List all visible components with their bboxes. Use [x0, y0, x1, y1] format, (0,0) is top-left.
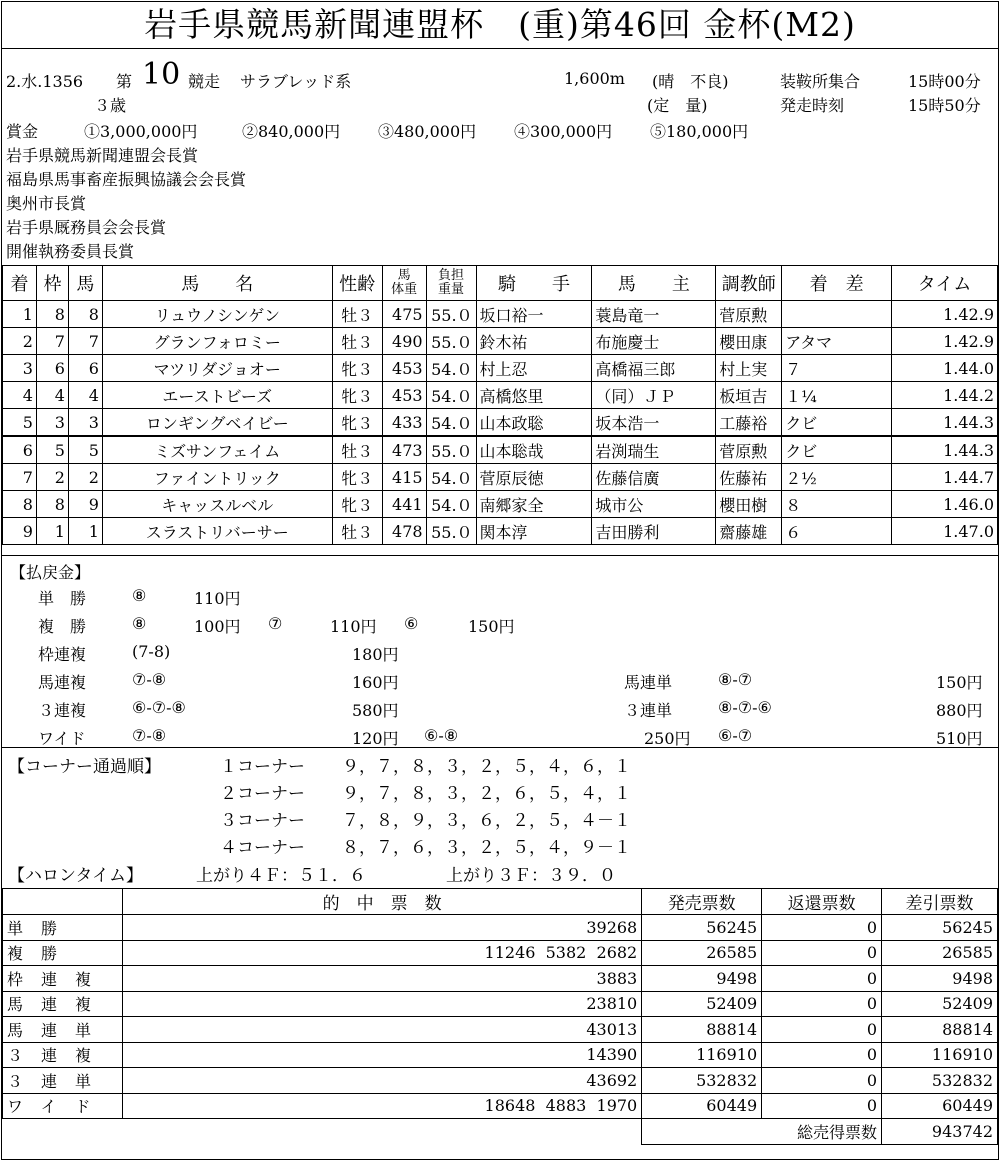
- votes-hit: 18648 4883 1970: [122, 1093, 641, 1119]
- votes-label: 複勝: [3, 940, 123, 966]
- corner-4-label: ４コーナー: [220, 838, 305, 858]
- corner-1-label: １コーナー: [220, 757, 305, 777]
- result-waku: 6: [36, 355, 68, 382]
- result-pos: 1: [3, 301, 37, 328]
- result-load: 54.０: [426, 382, 476, 409]
- result-pos: 4: [3, 382, 37, 409]
- result-time: 1.44.7: [892, 464, 998, 491]
- result-sex: 牝３: [332, 382, 382, 409]
- award-5: 開催執務委員長賞: [6, 242, 135, 261]
- result-pos: 8: [3, 491, 37, 518]
- votes-sold: 532832: [642, 1068, 762, 1094]
- header-uma: 馬: [68, 266, 102, 301]
- votes-total-row: [3, 1119, 998, 1145]
- votes-refund: 0: [762, 915, 882, 941]
- total-label: 総売得票数: [642, 1119, 882, 1145]
- result-jockey: 南郷家全: [476, 491, 592, 518]
- result-sex: 牡３: [332, 436, 382, 464]
- race-date: 2.水.1356: [6, 72, 84, 91]
- votes-label: ワイド: [3, 1093, 123, 1119]
- result-name: ミズサンフェイム: [102, 436, 332, 464]
- votes-net: 52409: [882, 991, 998, 1017]
- result-uma: 8: [68, 301, 102, 328]
- wide-label: ワイド: [38, 729, 86, 748]
- result-trainer: 櫻田康: [716, 328, 782, 355]
- fukusho-combo-1: ⑧: [132, 614, 147, 633]
- prize-1: ①3,000,000円: [84, 122, 198, 141]
- result-uma: 9: [68, 491, 102, 518]
- result-row: [3, 436, 998, 464]
- payout-section: [2, 555, 998, 748]
- result-name: スラストリバーサー: [102, 518, 332, 545]
- result-owner: 岩渕瑞生: [592, 436, 716, 464]
- votes-label: ３連複: [3, 1042, 123, 1068]
- result-margin: ８: [782, 491, 892, 518]
- corner-3-label: ３コーナー: [220, 811, 305, 831]
- result-sex: 牡３: [332, 301, 382, 328]
- result-weight: 453: [382, 355, 426, 382]
- sanrentan-label: ３連単: [624, 701, 673, 720]
- results-table: [2, 265, 998, 545]
- result-waku: 5: [36, 436, 68, 464]
- result-time: 1.47.0: [892, 518, 998, 545]
- votes-net: 9498: [882, 966, 998, 992]
- award-3: 奥州市長賞: [6, 194, 87, 213]
- result-margin: クビ: [782, 436, 892, 464]
- fukusho-amount-1: 100円: [194, 617, 241, 636]
- votes-hit: 39268: [122, 915, 641, 941]
- wide-combo-2: ⑥-⑧: [424, 726, 459, 745]
- umaren-label: 馬連複: [38, 673, 87, 692]
- result-name: ロンギングベイビー: [102, 409, 332, 437]
- fukusho-combo-3: ⑥: [404, 614, 419, 633]
- post-label: 発走時刻: [780, 96, 845, 115]
- wide-amount-1: 120円: [352, 729, 399, 748]
- result-waku: 1: [36, 518, 68, 545]
- corner-section: [2, 747, 998, 888]
- votes-net: 532832: [882, 1068, 998, 1094]
- sanrentan-combo: ⑧-⑦-⑥: [718, 698, 772, 717]
- result-pos: 3: [3, 355, 37, 382]
- header-pos: 着: [3, 266, 37, 301]
- result-jockey: 菅原辰徳: [476, 464, 592, 491]
- header-time: タイム: [892, 266, 998, 301]
- result-trainer: 板垣吉: [716, 382, 782, 409]
- votes-hit: 43692: [122, 1068, 641, 1094]
- corner-1-order: ９，７，８，３，２，５，４，６，１: [342, 757, 631, 777]
- result-row: [3, 328, 998, 355]
- votes-header-net: 差引票数: [882, 889, 998, 915]
- result-margin: [782, 301, 892, 328]
- race-number: 10: [142, 57, 181, 92]
- prize-2: ②840,000円: [242, 122, 341, 141]
- votes-header-refund: 返還票数: [762, 889, 882, 915]
- tansho-amount: 110円: [194, 589, 241, 608]
- votes-refund: 0: [762, 991, 882, 1017]
- result-time: 1.44.3: [892, 409, 998, 437]
- votes-refund: 0: [762, 940, 882, 966]
- result-margin: ７: [782, 355, 892, 382]
- race-suffix: 競走: [188, 72, 221, 91]
- result-row: [3, 301, 998, 328]
- fukusho-amount-2: 110円: [330, 617, 377, 636]
- corner-2-order: ９，７，８，３，２，６，５，４，１: [342, 784, 631, 804]
- result-trainer: 菅原勲: [716, 301, 782, 328]
- votes-hit: 11246 5382 2682: [122, 940, 641, 966]
- votes-row: [3, 966, 998, 992]
- result-weight: 478: [382, 518, 426, 545]
- votes-sold: 88814: [642, 1017, 762, 1043]
- result-owner: 蓑島竜一: [592, 301, 716, 328]
- result-trainer: 工藤裕: [716, 409, 782, 437]
- result-jockey: 山本聡哉: [476, 436, 592, 464]
- assembly-time: 15時00分: [908, 72, 981, 91]
- result-uma: 3: [68, 409, 102, 437]
- result-uma: 2: [68, 464, 102, 491]
- corner-2-label: ２コーナー: [220, 784, 305, 804]
- award-2: 福島県馬事畜産振興協議会会長賞: [6, 170, 247, 189]
- votes-refund: 0: [762, 1068, 882, 1094]
- votes-row: [3, 940, 998, 966]
- votes-header-sold: 発売票数: [642, 889, 762, 915]
- result-trainer: 櫻田樹: [716, 491, 782, 518]
- result-owner: 吉田勝利: [592, 518, 716, 545]
- votes-hit: 23810: [122, 991, 641, 1017]
- result-weight: 441: [382, 491, 426, 518]
- prize-4: ④300,000円: [514, 122, 613, 141]
- wide-combo-1: ⑦-⑧: [132, 726, 167, 745]
- votes-hit: 3883: [122, 966, 641, 992]
- header-waku: 枠: [36, 266, 68, 301]
- sanrenpuku-label: ３連複: [38, 701, 87, 720]
- result-weight: 433: [382, 409, 426, 437]
- result-sex: 牝３: [332, 491, 382, 518]
- result-row: [3, 382, 998, 409]
- result-waku: 2: [36, 464, 68, 491]
- wakuren-combo: (7-8): [132, 642, 171, 661]
- tansho-label: 単 勝: [38, 589, 87, 608]
- result-margin: クビ: [782, 409, 892, 437]
- header-owner: 馬 主: [592, 266, 716, 301]
- votes-sold: 52409: [642, 991, 762, 1017]
- result-pos: 9: [3, 518, 37, 545]
- votes-net: 116910: [882, 1042, 998, 1068]
- assembly-label: 装鞍所集合: [780, 72, 861, 91]
- result-load: 54.０: [426, 464, 476, 491]
- result-trainer: 村上実: [716, 355, 782, 382]
- votes-net: 26585: [882, 940, 998, 966]
- age-condition: ３歳: [94, 96, 127, 115]
- votes-sold: 9498: [642, 966, 762, 992]
- umatan-combo: ⑧-⑦: [718, 670, 753, 689]
- distance: 1,600m: [564, 69, 625, 88]
- result-owner: （同）ＪＰ: [592, 382, 716, 409]
- votes-header-hit: 的 中 票 数: [122, 889, 641, 915]
- race-info: [2, 49, 998, 264]
- votes-label: ３連単: [3, 1068, 123, 1094]
- votes-row: [3, 1017, 998, 1043]
- result-margin: ６: [782, 518, 892, 545]
- votes-row: [3, 1068, 998, 1094]
- result-load: 55.０: [426, 328, 476, 355]
- wide-amount-3: 510円: [936, 729, 983, 748]
- post-time: 15時50分: [908, 96, 981, 115]
- wakuren-amount: 180円: [352, 645, 399, 664]
- result-uma: 5: [68, 436, 102, 464]
- votes-row: [3, 1093, 998, 1119]
- header-body-weight: 馬 体重: [382, 266, 426, 301]
- result-owner: 高橋福三郎: [592, 355, 716, 382]
- result-load: 54.０: [426, 491, 476, 518]
- prize-3: ③480,000円: [378, 122, 477, 141]
- votes-row: [3, 915, 998, 941]
- result-owner: 坂本浩一: [592, 409, 716, 437]
- votes-refund: 0: [762, 1093, 882, 1119]
- result-uma: 7: [68, 328, 102, 355]
- result-uma: 4: [68, 382, 102, 409]
- breed: サラブレッド系: [240, 72, 352, 91]
- votes-net: 60449: [882, 1093, 998, 1119]
- results-header-row: [3, 266, 998, 301]
- award-1: 岩手県競馬新聞連盟会長賞: [6, 146, 199, 165]
- votes-total-spacer: [3, 1119, 642, 1145]
- result-time: 1.42.9: [892, 301, 998, 328]
- corner-4-order: ８，７，６，３，２，５，４，９－１: [342, 838, 631, 858]
- tansho-combo: ⑧: [132, 586, 147, 605]
- result-jockey: 関本淳: [476, 518, 592, 545]
- result-load: 55.０: [426, 301, 476, 328]
- result-weight: 453: [382, 382, 426, 409]
- header-trainer: 調教師: [716, 266, 782, 301]
- result-row: [3, 464, 998, 491]
- weight-rule: (定 量): [647, 96, 708, 115]
- votes-sold: 60449: [642, 1093, 762, 1119]
- result-name: グランフォロミー: [102, 328, 332, 355]
- result-load: 55.０: [426, 436, 476, 464]
- result-load: 55.０: [426, 518, 476, 545]
- result-weight: 475: [382, 301, 426, 328]
- result-time: 1.42.9: [892, 328, 998, 355]
- result-name: ファイントリック: [102, 464, 332, 491]
- result-weight: 415: [382, 464, 426, 491]
- result-row: [3, 491, 998, 518]
- votes-row: [3, 1042, 998, 1068]
- votes-sold: 56245: [642, 915, 762, 941]
- result-row: [3, 409, 998, 437]
- sanrenpuku-amount: 580円: [352, 701, 399, 720]
- result-row: [3, 518, 998, 545]
- votes-refund: 0: [762, 1017, 882, 1043]
- result-time: 1.44.0: [892, 355, 998, 382]
- result-trainer: 菅原勲: [716, 436, 782, 464]
- result-load: 54.０: [426, 355, 476, 382]
- fukusho-amount-3: 150円: [468, 617, 515, 636]
- votes-header-row: [3, 889, 998, 915]
- wide-amount-2: 250円: [644, 729, 691, 748]
- result-jockey: 村上忍: [476, 355, 592, 382]
- corner-heading: 【コーナー通過順】: [8, 757, 161, 777]
- sanrenpuku-combo: ⑥-⑦-⑧: [132, 698, 186, 717]
- wakuren-label: 枠連複: [38, 645, 87, 664]
- sanrentan-amount: 880円: [936, 701, 983, 720]
- votes-label: 単勝: [3, 915, 123, 941]
- header-jockey: 騎 手: [476, 266, 592, 301]
- header-load: 負担 重量: [426, 266, 476, 301]
- result-sex: 牡３: [332, 518, 382, 545]
- votes-hit: 43013: [122, 1017, 641, 1043]
- result-owner: 城市公: [592, 491, 716, 518]
- result-jockey: 高橋悠里: [476, 382, 592, 409]
- result-row: [3, 355, 998, 382]
- votes-hit: 14390: [122, 1042, 641, 1068]
- votes-net: 88814: [882, 1017, 998, 1043]
- result-pos: 6: [3, 436, 37, 464]
- result-weight: 473: [382, 436, 426, 464]
- umatan-label: 馬連単: [624, 673, 673, 692]
- result-margin: １¼: [782, 382, 892, 409]
- result-trainer: 齋藤雄: [716, 518, 782, 545]
- umaren-amount: 160円: [352, 673, 399, 692]
- furlong-heading: 【ハロンタイム】: [8, 866, 143, 886]
- votes-label: 馬連複: [3, 991, 123, 1017]
- votes-label: 馬連単: [3, 1017, 123, 1043]
- prize-5: ⑤180,000円: [650, 122, 749, 141]
- result-pos: 5: [3, 409, 37, 437]
- race-prefix: 第: [116, 72, 133, 91]
- votes-sold: 26585: [642, 940, 762, 966]
- votes-refund: 0: [762, 966, 882, 992]
- result-pos: 7: [3, 464, 37, 491]
- header-name: 馬 名: [102, 266, 332, 301]
- result-name: マツリダジョオー: [102, 355, 332, 382]
- result-margin: ２½: [782, 464, 892, 491]
- result-jockey: 鈴木祐: [476, 328, 592, 355]
- wide-combo-3: ⑥-⑦: [718, 726, 753, 745]
- total-value: 943742: [882, 1119, 998, 1145]
- result-sex: 牡３: [332, 328, 382, 355]
- result-time: 1.44.2: [892, 382, 998, 409]
- votes-table: [2, 888, 998, 1145]
- result-uma: 1: [68, 518, 102, 545]
- race-result-sheet: [1, 1, 999, 1160]
- result-uma: 6: [68, 355, 102, 382]
- result-waku: 8: [36, 301, 68, 328]
- last-3f: 上がり３Ｆ：３９．０: [446, 866, 616, 886]
- result-sex: 牝３: [332, 355, 382, 382]
- votes-refund: 0: [762, 1042, 882, 1068]
- votes-header-blank: [3, 889, 123, 915]
- corner-3-order: ７，８，９，３，６，２，５，４－１: [342, 811, 631, 831]
- result-margin: アタマ: [782, 328, 892, 355]
- award-4: 岩手県厩務員会会長賞: [6, 218, 167, 237]
- result-waku: 4: [36, 382, 68, 409]
- payout-heading: 【払戻金】: [10, 563, 91, 582]
- fukusho-label: 複 勝: [38, 617, 87, 636]
- header-margin: 着 差: [782, 266, 892, 301]
- votes-row: [3, 991, 998, 1017]
- umaren-combo: ⑦-⑧: [132, 670, 167, 689]
- result-weight: 490: [382, 328, 426, 355]
- result-name: エーストビーズ: [102, 382, 332, 409]
- fukusho-combo-2: ⑦: [268, 614, 283, 633]
- last-4f: 上がり４Ｆ：５１．６: [196, 866, 366, 886]
- page-title: 岩手県競馬新聞連盟杯 (重)第46回 金杯(M2): [2, 2, 998, 49]
- result-waku: 7: [36, 328, 68, 355]
- result-sex: 牝３: [332, 464, 382, 491]
- result-jockey: 山本政聡: [476, 409, 592, 437]
- result-name: キャッスルベル: [102, 491, 332, 518]
- result-sex: 牝３: [332, 409, 382, 437]
- result-waku: 3: [36, 409, 68, 437]
- result-jockey: 坂口裕一: [476, 301, 592, 328]
- result-owner: 布施慶士: [592, 328, 716, 355]
- umatan-amount: 150円: [936, 673, 983, 692]
- result-time: 1.44.3: [892, 436, 998, 464]
- weather-track: (晴 不良): [652, 72, 729, 91]
- result-time: 1.46.0: [892, 491, 998, 518]
- votes-net: 56245: [882, 915, 998, 941]
- votes-sold: 116910: [642, 1042, 762, 1068]
- result-waku: 8: [36, 491, 68, 518]
- header-sex-age: 性齢: [332, 266, 382, 301]
- result-owner: 佐藤信廣: [592, 464, 716, 491]
- result-load: 54.０: [426, 409, 476, 437]
- prize-label: 賞金: [6, 122, 39, 141]
- result-pos: 2: [3, 328, 37, 355]
- result-name: リュウノシンゲン: [102, 301, 332, 328]
- votes-label: 枠連複: [3, 966, 123, 992]
- result-trainer: 佐藤祐: [716, 464, 782, 491]
